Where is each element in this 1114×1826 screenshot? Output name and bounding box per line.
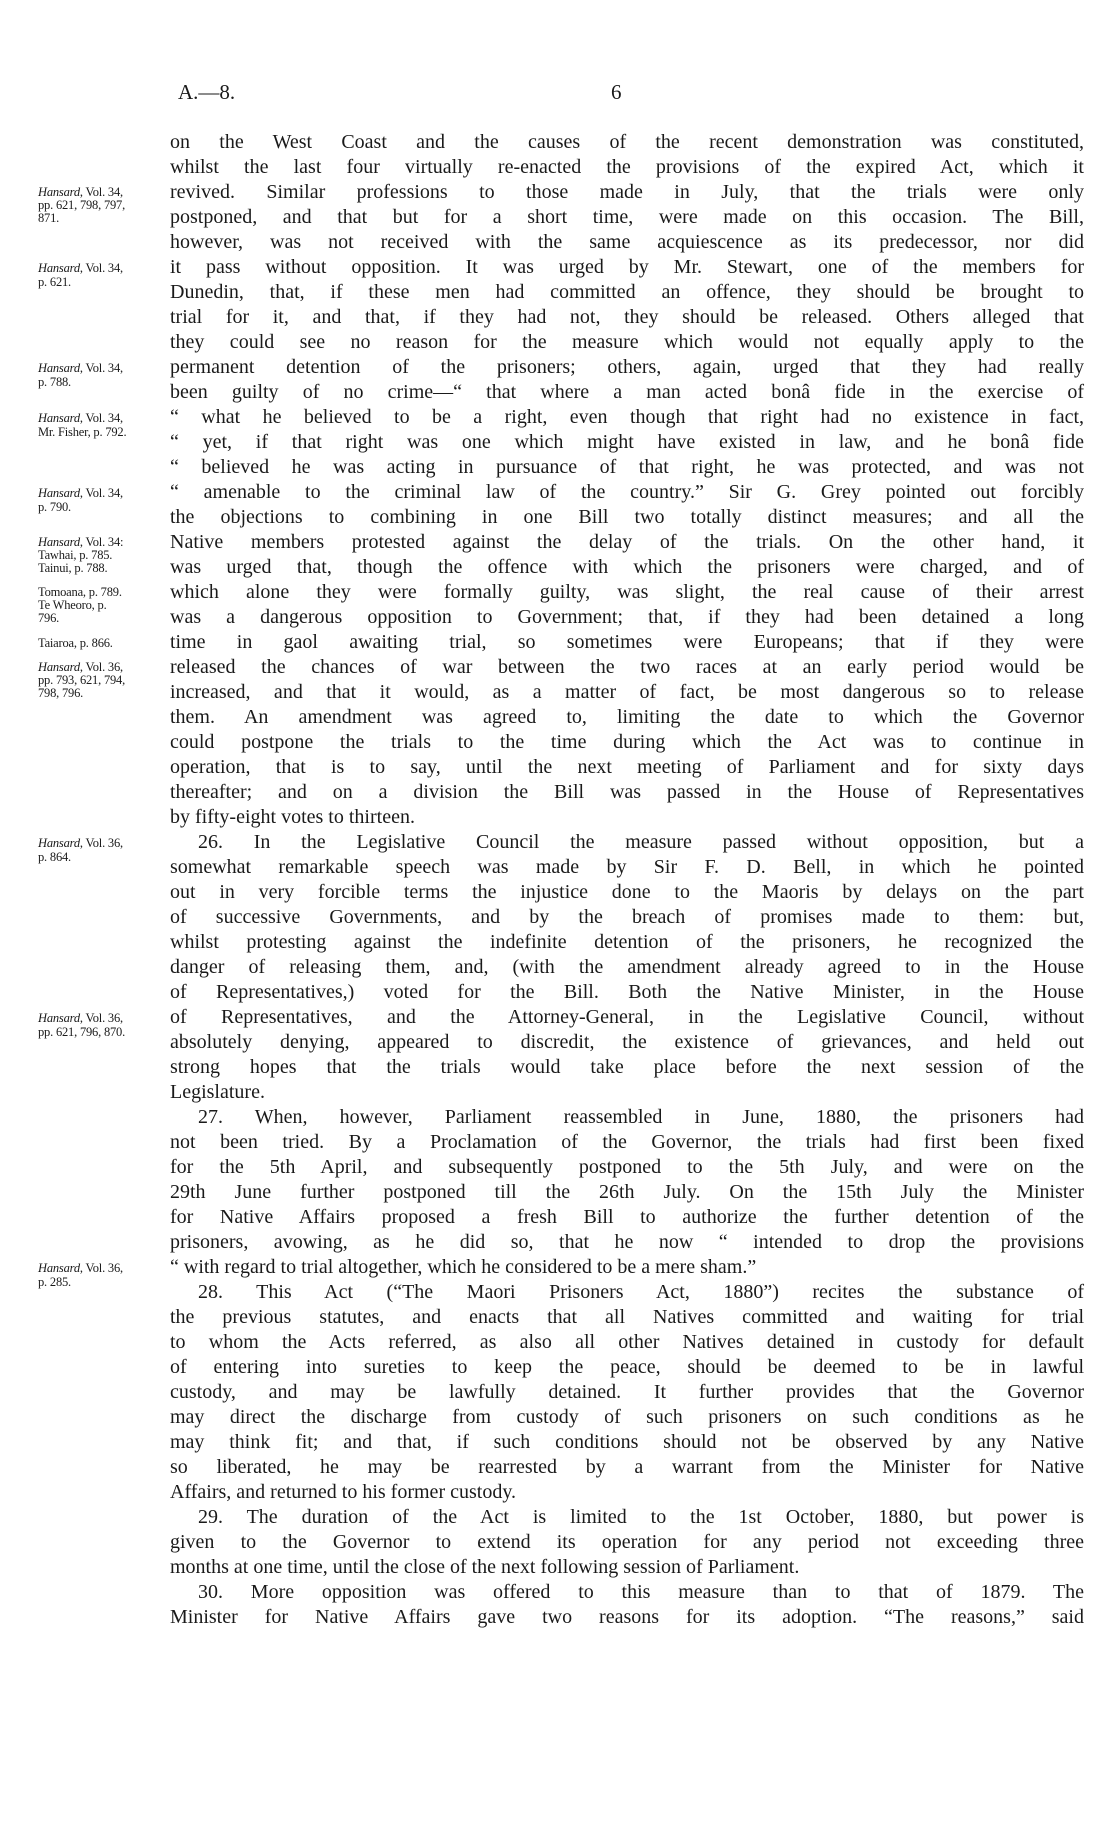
margin-note: Hansard, Vol. 34, p. 621.: [38, 261, 123, 289]
text-line: for the 5th April, and subsequently postponed to the 5th July, and were on the: [170, 1156, 1084, 1178]
text-line: absolutely denying, appeared to discredit, the existence of grievances, and held out: [170, 1031, 1084, 1053]
text-line: whilst protesting against the indefinite detention of the prisoners, he recognized the: [170, 931, 1084, 953]
text-line: thereafter; and on a division the Bill was passed in the House of Representatives: [170, 781, 1084, 803]
page-header-left: A.—8.: [178, 80, 236, 104]
text-line: them. An amendment was agreed to, limiting the date to which the Governor: [170, 706, 1084, 728]
text-line: “ with regard to trial altogether, which he considered to be a mere sham.”: [170, 1256, 757, 1278]
margin-note: Hansard, Vol. 34, Mr. Fisher, p. 792.: [38, 411, 127, 439]
margin-note: Taiaroa, p. 866.: [38, 636, 113, 650]
text-line: so liberated, he may be rearrested by a warrant from the Minister for Native: [170, 1456, 1084, 1478]
text-line: operation, that is to say, until the next meeting of Parliament and for sixty days: [170, 756, 1084, 778]
paragraph-27-start: 27. When, however, Parliament reassembled in June, 1880, the prisoners had: [198, 1106, 1084, 1128]
text-line: strong hopes that the trials would take place before the next session of the: [170, 1056, 1084, 1078]
text-line: given to the Governor to extend its operation for any period not exceeding three: [170, 1531, 1084, 1553]
margin-note: Tomoana, p. 789. Te Wheoro, p. 796.: [38, 585, 122, 625]
text-line: on the West Coast and the causes of the recent demonstration was constituted,: [170, 131, 1084, 153]
text-line: permanent detention of the prisoners; others, again, urged that they had really: [170, 356, 1084, 378]
text-line: increased, and that it would, as a matter of fact, be most dangerous so to release: [170, 681, 1084, 703]
margin-note: Hansard, Vol. 34, pp. 621, 798, 797, 871.: [38, 185, 126, 225]
text-line: they could see no reason for the measure which would not equally apply to the: [170, 331, 1084, 353]
text-line: may think fit; and that, if such conditions should not be observed by any Native: [170, 1431, 1084, 1453]
text-line: may direct the discharge from custody of such prisoners on such conditions as he: [170, 1406, 1084, 1428]
text-line: out in very forcible terms the injustice done to the Maoris by delays on the part: [170, 881, 1084, 903]
text-line: revived. Similar professions to those made in July, that the trials were only: [170, 181, 1084, 203]
paragraph-30-start: 30. More opposition was offered to this measure than to that of 1879. The: [198, 1581, 1084, 1603]
page-number: 6: [611, 80, 622, 104]
margin-note: Hansard, Vol. 36, p. 864.: [38, 836, 123, 864]
text-line: by fifty-eight votes to thirteen.: [170, 806, 415, 828]
text-line: of Representatives, and the Attorney-General, in the Legislative Council, without: [170, 1006, 1084, 1028]
text-line: “ amenable to the criminal law of the country.” Sir G. Grey pointed out forcibly: [170, 481, 1084, 503]
text-line: Legislature.: [170, 1081, 265, 1103]
text-line: Dunedin, that, if these men had committed an offence, they should be brought to: [170, 281, 1084, 303]
text-line: months at one time, until the close of the next following session of Parliament.: [170, 1556, 800, 1578]
text-line: it pass without opposition. It was urged by Mr. Stewart, one of the members for: [170, 256, 1084, 278]
margin-note: Hansard, Vol. 34: Tawhai, p. 785. Tainui, p. 788.: [38, 535, 124, 575]
text-line: somewhat remarkable speech was made by Sir F. D. Bell, in which he pointed: [170, 856, 1084, 878]
text-line: Minister for Native Affairs gave two reasons for its adoption. “The reasons,” said: [170, 1606, 1084, 1628]
margin-note: Hansard, Vol. 36, pp. 793, 621, 794, 798, 796.: [38, 660, 126, 700]
text-line: of Representatives,) voted for the Bill. Both the Native Minister, in the House: [170, 981, 1084, 1003]
text-line: “ what he believed to be a right, even though that right had no existence in fact,: [170, 406, 1084, 428]
text-line: released the chances of war between the two races at an early period would be: [170, 656, 1084, 678]
text-line: time in gaol awaiting trial, so sometimes were Europeans; that if they were: [170, 631, 1084, 653]
text-line: danger of releasing them, and, (with the amendment already agreed to in the House: [170, 956, 1084, 978]
text-line: the previous statutes, and enacts that all Natives committed and waiting for trial: [170, 1306, 1084, 1328]
text-line: however, was not received with the same acquiescence as its predecessor, nor did: [170, 231, 1084, 253]
text-line: Native members protested against the delay of the trials. On the other hand, it: [170, 531, 1084, 553]
text-line: trial for it, and that, if they had not, they should be released. Others alleged that: [170, 306, 1084, 328]
paragraph-29-start: 29. The duration of the Act is limited to the 1st October, 1880, but power is: [198, 1506, 1084, 1528]
text-line: prisoners, avowing, as he did so, that he now “ intended to drop the provisions: [170, 1231, 1084, 1253]
text-line: was a dangerous opposition to Government; that, if they had been detained a long: [170, 606, 1084, 628]
paragraph-28-start: 28. This Act (“The Maori Prisoners Act, 1880”) recites the substance of: [198, 1281, 1084, 1303]
margin-note: Hansard, Vol. 34, p. 788.: [38, 361, 123, 389]
text-line: could postpone the trials to the time during which the Act was to continue in: [170, 731, 1084, 753]
text-line: “ yet, if that right was one which might have existed in law, and he bonâ fide: [170, 431, 1084, 453]
margin-note: Hansard, Vol. 36, p. 285.: [38, 1261, 123, 1289]
text-line: the objections to combining in one Bill two totally distinct measures; and all the: [170, 506, 1084, 528]
text-line: postponed, and that but for a short time, were made on this occasion. The Bill,: [170, 206, 1084, 228]
text-line: been guilty of no crime—“ that where a man acted bonâ fide in the exercise of: [170, 381, 1084, 403]
margin-note: Hansard, Vol. 34, p. 790.: [38, 486, 123, 514]
paragraph-26-start: 26. In the Legislative Council the measure passed without opposition, but a: [198, 831, 1084, 853]
text-line: which alone they were formally guilty, was slight, the real cause of their arrest: [170, 581, 1084, 603]
text-line: not been tried. By a Proclamation of the Governor, the trials had first been fixed: [170, 1131, 1084, 1153]
text-line: of entering into sureties to keep the peace, should be deemed to be in lawful: [170, 1356, 1084, 1378]
text-line: Affairs, and returned to his former custody.: [170, 1481, 517, 1503]
text-line: for Native Affairs proposed a fresh Bill to authorize the further detention of the: [170, 1206, 1084, 1228]
text-line: of successive Governments, and by the breach of promises made to them: but,: [170, 906, 1084, 928]
text-line: custody, and may be lawfully detained. It further provides that the Governor: [170, 1381, 1084, 1403]
text-line: 29th June further postponed till the 26th July. On the 15th July the Minister: [170, 1181, 1084, 1203]
text-line: “ believed he was acting in pursuance of that right, he was protected, and was not: [170, 456, 1084, 478]
text-line: to whom the Acts referred, as also all other Natives detained in custody for default: [170, 1331, 1084, 1353]
text-line: whilst the last four virtually re-enacted the provisions of the expired Act, which it: [170, 156, 1084, 178]
margin-note: Hansard, Vol. 36, pp. 621, 796, 870.: [38, 1011, 126, 1039]
text-line: was urged that, though the offence with which the prisoners were charged, and of: [170, 556, 1084, 578]
